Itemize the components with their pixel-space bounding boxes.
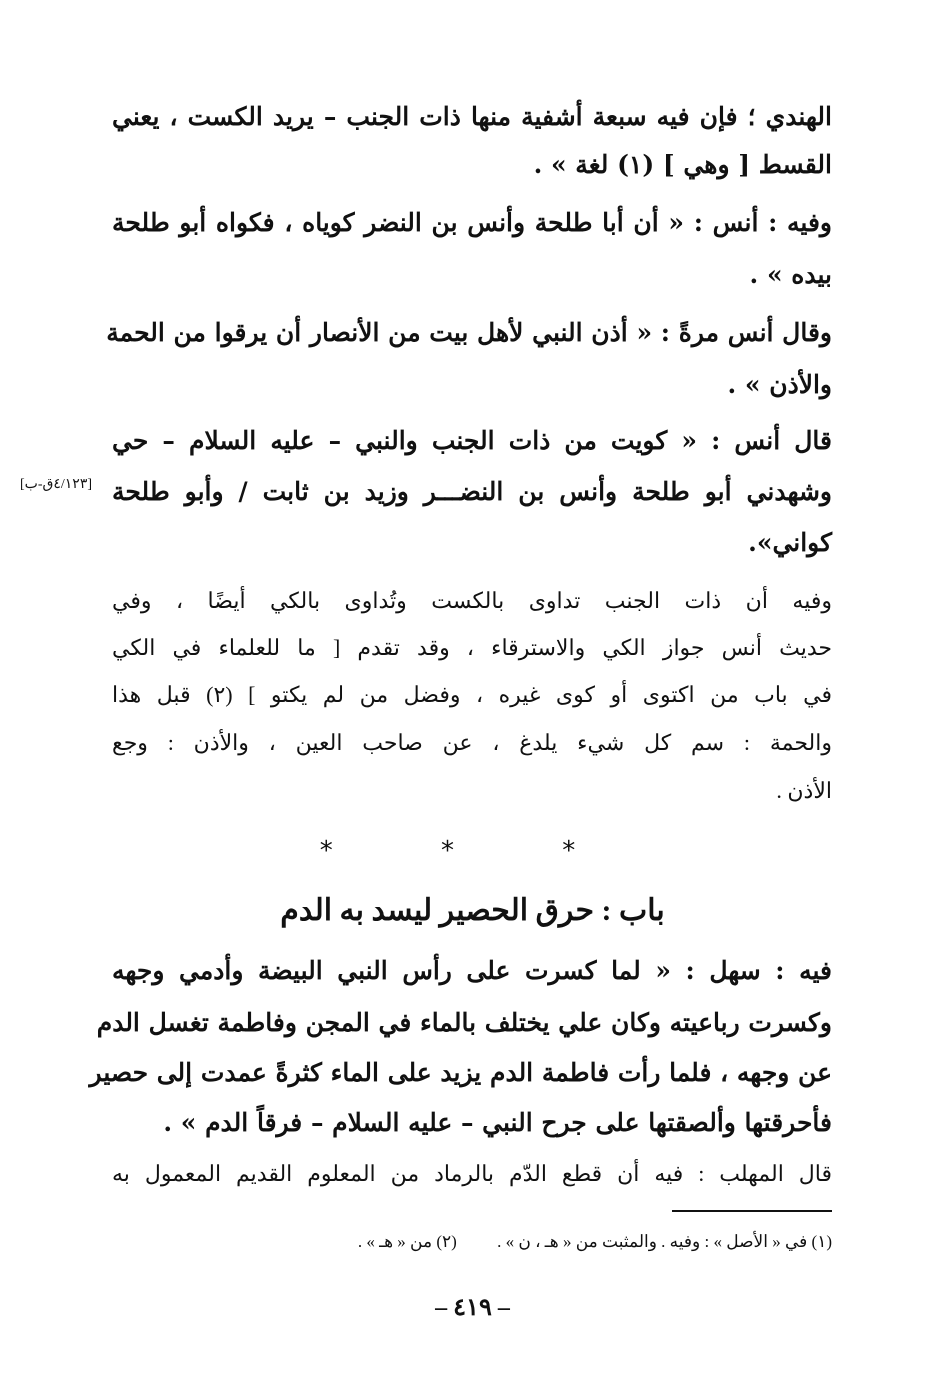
text-line: وشهدني أبو طلحة وأنس بن النضـــر وزيد بن ثابت / وأبو طلحة: [112, 477, 832, 506]
text-line: وكسرت رباعيته وكان علي يختلف بالماء في المجن وفاطمة تغسل الدم: [96, 1008, 832, 1037]
text-line: والأذن » .: [727, 370, 832, 399]
text-line: القسط [ وهي ] (١) لغة » .: [533, 150, 832, 179]
text-line: في باب من اكتوى أو كوى غيره ، وفضل من لم يكتو ] (٢) قبل هذا: [112, 682, 833, 707]
text-line: بيده » .: [749, 260, 832, 289]
text-line: وقال أنس مرةً : « أذن النبي لأهل بيت من الأنصار أن يرقوا من الحمة: [106, 318, 832, 347]
text-line: وفيه أن ذات الجنب تداوى بالكست وتُداوى بالكي أيضًا ، وفي: [112, 588, 832, 613]
text-line: فأحرقتها وألصقتها على جرح النبي – عليه السلام – فرقاً الدم » .: [163, 1108, 832, 1137]
footnote-1: (١) في « الأصل » : وفيه . والمثبت من « هـ ، ن » .: [497, 1232, 832, 1251]
footnote-divider: [672, 1210, 832, 1212]
section-separator: * * *: [319, 836, 626, 866]
page-number: – ٤١٩ –: [435, 1295, 510, 1321]
text-line: قال أنس : « كويت من ذات الجنب والنبي – عليه السلام – حي: [112, 426, 832, 455]
footnote-2: (٢) من « هـ » .: [357, 1232, 457, 1251]
text-line: عن وجهه ، فلما رأت فاطمة الدم يزيد على الماء كثرةً عمدت إلى حصير: [89, 1058, 832, 1087]
text-line: وفيه : أنس : « أن أبا طلحة وأنس بن النضر كوياه ، فكواه أبو طلحة: [112, 208, 832, 237]
text-line: قال المهلب : فيه أن قطع الدّم بالرماد من المعلوم القديم المعمول به: [112, 1161, 832, 1186]
text-line: الأذن .: [776, 778, 832, 803]
text-line: الهندي ؛ فإن فيه سبعة أشفية منها ذات الجنب – يريد الكست ، يعني: [112, 102, 832, 131]
footnotes: [112, 1232, 832, 1252]
text-line: كواني».: [748, 528, 832, 557]
manuscript-folio-note: [٤/١٢٣ق-ب]: [20, 477, 93, 492]
text-line: فيه : سهل : « لما كسرت على رأس النبي البيضة وأدمي وجهه: [112, 956, 832, 985]
chapter-title: باب : حرق الحصير ليسد به الدم: [280, 894, 665, 927]
text-line: حديث أنس جواز الكي والاسترقاء ، وقد تقدم [ ما للعلماء في الكي: [112, 635, 832, 660]
text-line: والحمة : سم كل شيء يلدغ ، عن صاحب العين ، والأذن : وجع: [112, 730, 832, 755]
